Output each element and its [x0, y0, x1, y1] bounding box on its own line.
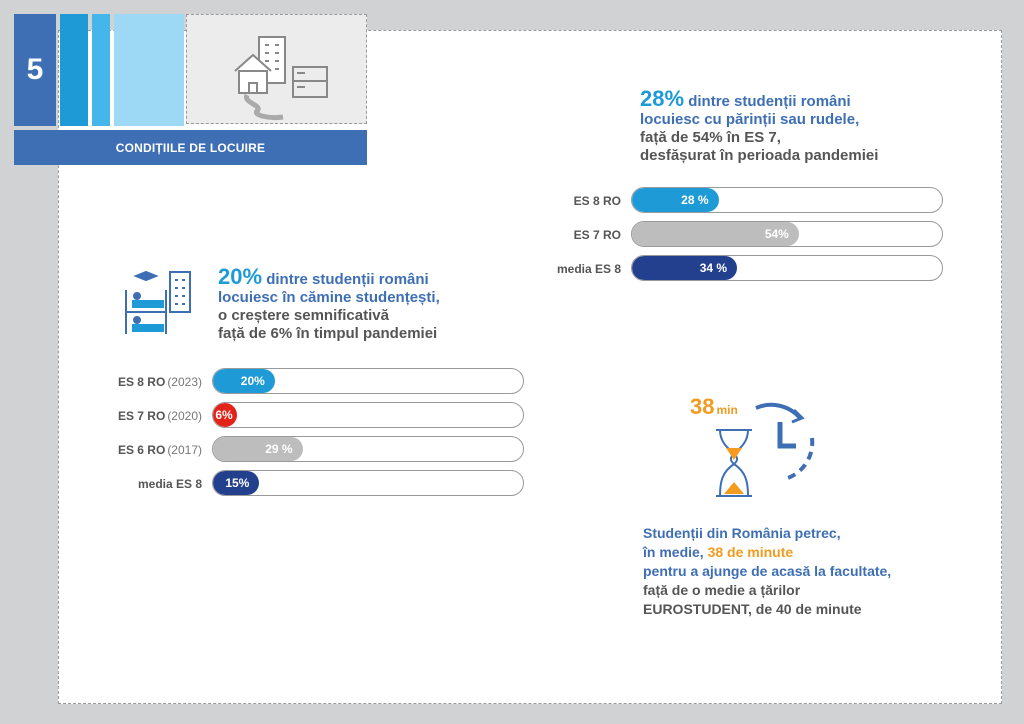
commute-line1: Studenții din România petrec,: [643, 525, 841, 541]
top-stat-line1: dintre studenții români: [684, 93, 851, 110]
bar: [213, 369, 275, 393]
bar-category-label: [574, 187, 621, 215]
section-number: 5: [14, 14, 56, 126]
section-title: CONDIȚIILE DE LOCUIRE: [14, 130, 367, 165]
clock-hourglass-icon: [712, 392, 822, 502]
housing-icon-box: [186, 14, 367, 124]
bar-category-name: media ES 8: [556, 262, 621, 276]
left-stat-percent: 20%: [218, 264, 263, 289]
bar-category-name: ES 8 RO: [573, 194, 621, 208]
bar-row: [117, 368, 524, 396]
bar-track: [631, 187, 943, 213]
bar-value-label: 29 %: [265, 442, 293, 456]
bar-category-year: (2017): [167, 443, 202, 457]
bar-category-name: ES 8 RO: [117, 375, 166, 389]
bar-category-name: ES 6 RO: [117, 443, 166, 457]
bar: [632, 188, 719, 212]
bar-category-label: [557, 255, 621, 283]
bar-category-year: (2023): [167, 375, 202, 389]
commute-line3: pentru a ajunge de acasă la facultate,: [643, 563, 892, 579]
bar-value-label: 20%: [240, 374, 265, 388]
header-stripe: [60, 14, 88, 126]
bar-category-label: [118, 368, 202, 396]
commute-unit: min: [716, 403, 738, 417]
bar-value-label: 6%: [215, 408, 233, 422]
left-stat-line3: o creștere semnificativă: [218, 307, 389, 324]
top-stat-percent: 28%: [640, 86, 685, 111]
bar-track: [212, 470, 524, 496]
left-stat-line1: dintre studenții români: [262, 271, 429, 288]
bar-track: [212, 436, 524, 462]
house-buildings-icon: [187, 15, 368, 125]
left-stat-line4: față de 6% în timpul pandemiei: [218, 325, 438, 342]
bar: [213, 471, 259, 495]
commute-line2a: în medie,: [643, 544, 708, 560]
bar-category-name: media ES 8: [137, 477, 202, 491]
left-stat-text: [218, 264, 440, 343]
top-stat-text: [640, 86, 879, 165]
bar-category-label: [118, 436, 202, 464]
bar-row: [117, 436, 524, 464]
bar-value-label: 15%: [225, 476, 250, 490]
bar-track: [631, 221, 943, 247]
bar-row: [117, 402, 524, 430]
bar-track: [212, 402, 524, 428]
bar-row: [556, 255, 943, 283]
top-stat-line3: față de 54% în ES 7,: [640, 129, 781, 146]
left-stat-line2: locuiesc în cămine studențești,: [218, 289, 440, 306]
bar-category-year: (2020): [167, 409, 202, 423]
top-stat-line4: desfășurat în perioada pandemiei: [640, 147, 879, 164]
dormitory-icon: [122, 268, 194, 334]
bar-category-label: [138, 470, 202, 498]
bar-value-label: 54%: [764, 227, 789, 241]
commute-text: [643, 524, 891, 619]
bar: [632, 222, 799, 246]
bar-value-label: 28 %: [681, 193, 709, 207]
bar-category-name: ES 7 RO: [117, 409, 166, 423]
bar-track: [212, 368, 524, 394]
bar-row: [137, 470, 524, 498]
commute-minutes: 38: [690, 394, 715, 419]
commute-line4: față de o medie a țărilor: [643, 582, 801, 598]
header-stripe: [92, 14, 110, 126]
top-stat-line2: locuiesc cu părinții sau rudele,: [640, 111, 860, 128]
commute-line5: EUROSTUDENT, de 40 de minute: [643, 601, 862, 617]
bar-category-name: ES 7 RO: [573, 228, 621, 242]
bar-category-label: [118, 402, 202, 430]
bar-value-label: 34 %: [699, 261, 728, 275]
bar: [213, 437, 303, 461]
bar-category-label: [574, 221, 621, 249]
bar-row: [573, 187, 943, 215]
bar-track: [631, 255, 943, 281]
bar: [632, 256, 737, 280]
header-stripe: [114, 14, 184, 126]
commute-line2b: 38 de minute: [707, 544, 794, 560]
bar-row: [573, 221, 943, 249]
bar: [213, 403, 237, 427]
